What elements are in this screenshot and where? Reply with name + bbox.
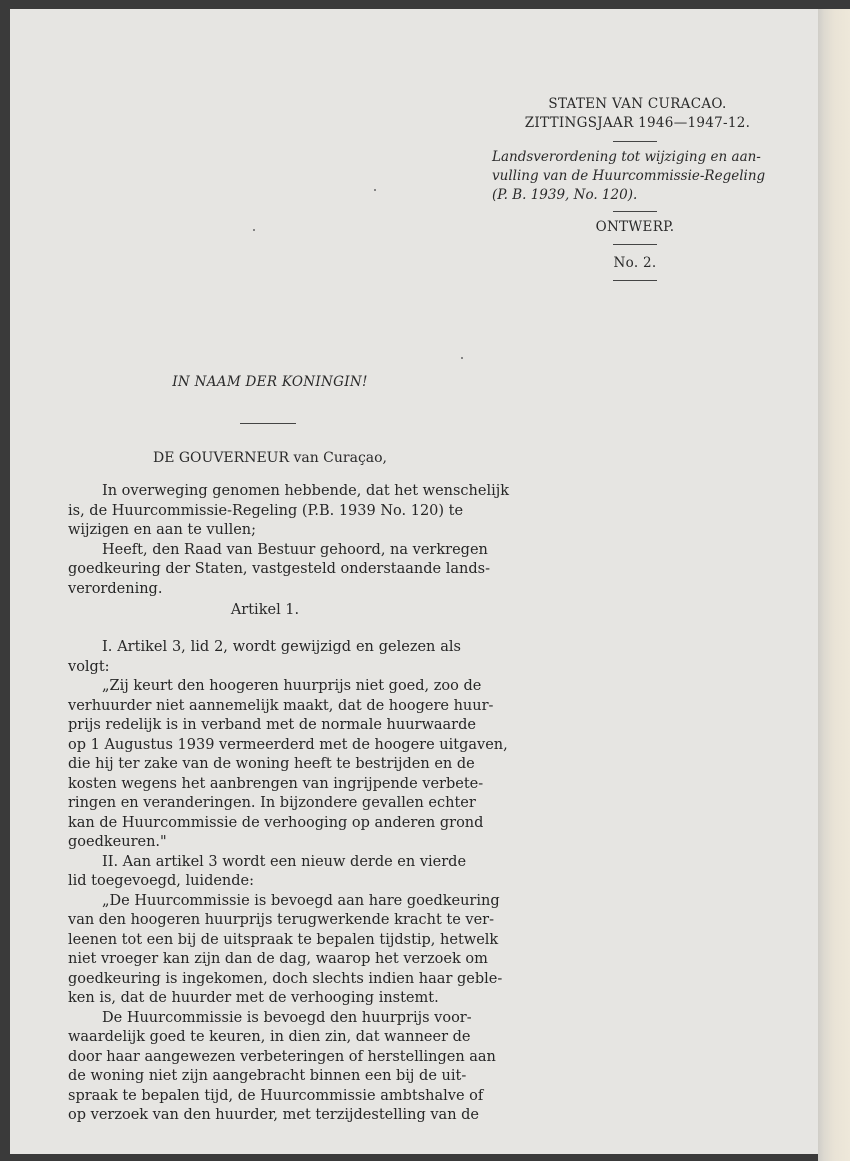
divider — [240, 423, 296, 424]
body-line: goedkeuren." — [68, 834, 167, 850]
divider — [613, 280, 657, 281]
article-title: Artikel 1. — [230, 602, 300, 618]
body-line: verordening. — [68, 580, 163, 597]
body-line: op 1 Augustus 1939 vermeerderd met de hoogere uitgaven, — [68, 736, 508, 753]
body-line: ringen en veranderingen. In bijzondere gevallen echter — [68, 795, 476, 811]
subject-line: Landsverordening tot wijziging en aan- — [492, 149, 761, 165]
body-line: die hij ter zake van de woning heeft te bestrijden en de — [68, 756, 475, 772]
considerations — [68, 482, 510, 599]
body-line: In overweging genomen hebbende, dat het wenschelijk — [102, 483, 510, 499]
speck — [253, 229, 255, 231]
body-line: Heeft, den Raad van Bestuur gehoord, na verkregen — [102, 541, 488, 558]
body-line: volgt: — [68, 658, 110, 675]
governor-line: DE GOUVERNEUR van Curaçao, — [152, 450, 388, 466]
divider — [613, 141, 657, 142]
body-line: lid toegevoegd, luidende: — [68, 873, 255, 889]
document-number: No. 2. — [613, 255, 657, 271]
subject-block — [492, 148, 778, 205]
session-year: ZITTINGSJAAR 1946—1947-12. — [524, 115, 751, 131]
body-line: is, de Huurcommissie-Regeling (P.B. 1939 No. 120) te — [68, 502, 464, 519]
body-line: De Huurcommissie is bevoegd den huurprijs voor- — [102, 1009, 472, 1026]
body-line: wijzigen en aan te vullen; — [68, 522, 257, 538]
speck — [374, 189, 376, 191]
body-line: waardelijk goed te keuren, in dien zin, dat wanneer de — [68, 1029, 471, 1045]
page-edge — [818, 9, 850, 1161]
divider — [613, 244, 657, 245]
body-line: niet vroeger kan zijn dan de dag, waarop het verzoek om — [68, 951, 488, 967]
body-line: verhuurder niet aannemelijk maakt, dat de hoogere huur- — [68, 697, 494, 714]
body-line: op verzoek van den huurder, met terzijdestelling van de — [68, 1107, 480, 1123]
divider — [613, 211, 657, 212]
speck — [461, 357, 463, 359]
body-line: „De Huurcommissie is bevoegd aan hare goedkeuring — [102, 892, 500, 909]
body-line: van den hoogeren huurprijs terugwerkende kracht te ver- — [68, 912, 495, 928]
header-title: STATEN VAN CURACAO. — [548, 96, 727, 112]
body-line: goedkeuring is ingekomen, doch slechts indien haar geble- — [68, 970, 503, 987]
body-line: goedkeuring der Staten, vastgesteld onderstaande lands- — [68, 561, 490, 577]
body-line: spraak te bepalen tijd, de Huurcommissie ambtshalve of — [68, 1087, 484, 1104]
body-line: II. Aan artikel 3 wordt een nieuw derde en vierde — [102, 853, 467, 870]
preamble-title: IN NAAM DER KONINGIN! — [172, 374, 368, 390]
body-line: leenen tot een bij de uitspraak te bepalen tijdstip, hetwelk — [68, 931, 499, 948]
body-line: ken is, dat de huurder met de verhooging instemt. — [68, 990, 439, 1006]
body-line: prijs redelijk is in verband met de normale huurwaarde — [68, 717, 476, 733]
body-line: door haar aangewezen verbeteringen of herstellingen aan — [68, 1048, 496, 1065]
article-body — [68, 638, 508, 1126]
body-line: I. Artikel 3, lid 2, wordt gewijzigd en gelezen als — [102, 639, 461, 655]
subject-line: (P. B. 1939, No. 120). — [492, 187, 638, 203]
body-line: de woning niet zijn aangebracht binnen een bij de uit- — [68, 1068, 467, 1084]
body-line: kan de Huurcommissie de verhooging op anderen grond — [68, 814, 484, 831]
subject-line: vulling van de Huurcommissie-Regeling — [492, 168, 766, 184]
body-line: kosten wegens het aanbrengen van ingrijpende verbete- — [68, 775, 484, 792]
status-label: ONTWERP. — [595, 219, 675, 235]
body-line: „Zij keurt den hoogeren huurprijs niet goed, zoo de — [102, 678, 482, 694]
